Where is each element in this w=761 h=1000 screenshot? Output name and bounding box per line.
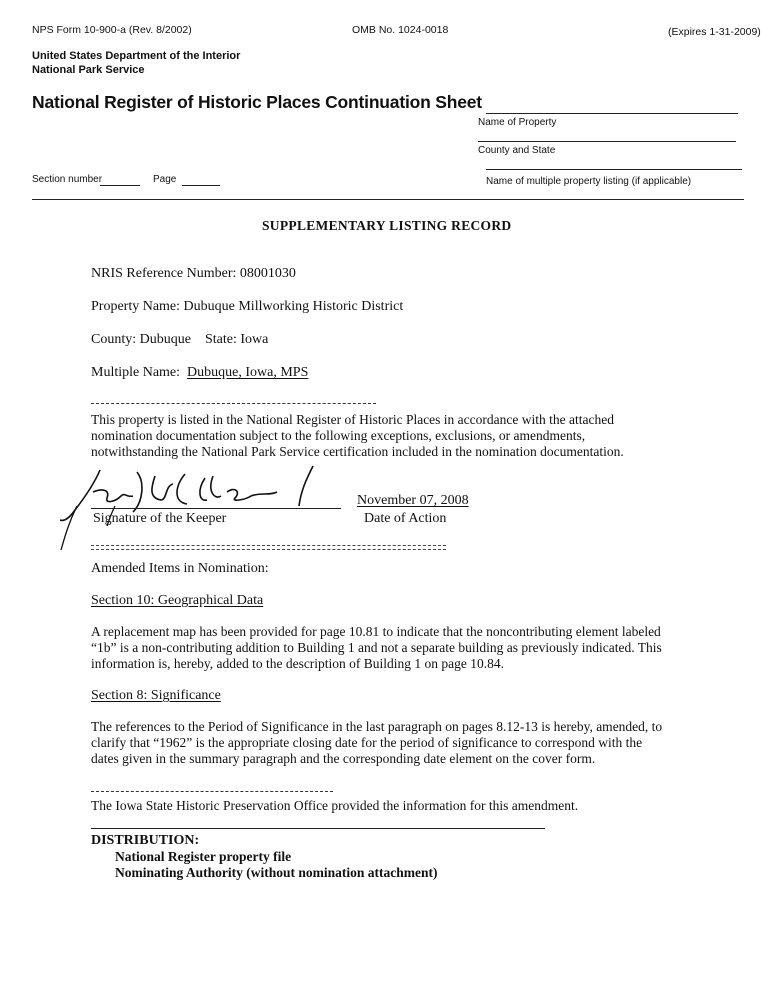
statement-paragraph: This property is listed in the National Register of Historic Places in accordance with the attached nomination documentation subject to the following exceptions, exclusions, or amendments, notwithstanding the National Park Service certification included in the nomination documentation.: [91, 412, 624, 459]
page-blank: [182, 185, 220, 186]
multiple-listing-label: Name of multiple property listing (if applicable): [486, 176, 692, 187]
name-of-property-label: Name of Property: [478, 117, 557, 128]
distribution-rule: [91, 828, 545, 829]
distribution-item: Nominating Authority (without nomination attachment): [115, 865, 438, 880]
sheet-title: National Register of Historic Places Continuation Sheet: [32, 92, 482, 112]
dashed-separator-2: [91, 791, 333, 792]
date-of-action-label: Date of Action: [364, 511, 447, 526]
section-10-paragraph: A replacement map has been provided for page 10.81 to indicate that the noncontributing element labeled “1b” is a non-contributing addition to Building 1 and not a separate building as previously indicated. This information is, hereby, added to the description of Building 1 on page 10.84.: [91, 624, 662, 671]
property-name: Property Name: Dubuque Millworking Historic District: [91, 299, 404, 314]
state: State: Iowa: [204, 332, 269, 347]
multiple-listing-line: [486, 169, 742, 170]
dashed-separator-1: [91, 403, 376, 404]
section-number-blank: [100, 185, 140, 186]
county-state: [91, 332, 268, 348]
form-number: NPS Form 10-900-a (Rev. 8/2002): [32, 24, 192, 36]
county-state-label: County and State: [478, 145, 556, 156]
agency: National Park Service: [32, 64, 145, 76]
section-number-label: Section number: [32, 174, 103, 185]
nris-reference: NRIS Reference Number: 08001030: [91, 266, 296, 281]
page-label: Page: [153, 174, 177, 185]
department: United States Department of the Interior: [32, 50, 241, 62]
keeper-signature: [55, 462, 335, 557]
record-heading: SUPPLEMENTARY LISTING RECORD: [262, 218, 512, 233]
distribution-heading: DISTRIBUTION:: [91, 833, 200, 848]
expiration: (Expires 1-31-2009): [668, 26, 761, 38]
omb-number: OMB No. 1024-0018: [352, 24, 449, 36]
name-of-property-line: [486, 113, 738, 114]
section-8-title: Section 8: Significance: [91, 688, 221, 703]
section-10-title: Section 10: Geographical Data: [91, 593, 264, 608]
county-state-line: [478, 141, 736, 142]
distribution-item: National Register property file: [115, 849, 292, 864]
signature-label: Signature of the Keeper: [93, 511, 227, 526]
header-rule: [32, 199, 744, 200]
multiple-name: Multiple Name: Dubuque, Iowa, MPS: [91, 365, 309, 380]
amended-items-heading: Amended Items in Nomination:: [91, 561, 269, 576]
signature-line: [91, 508, 341, 509]
shpo-note: The Iowa State Historic Preservation Office provided the information for this amendment.: [91, 798, 579, 813]
double-separator: [91, 545, 446, 550]
section-8-paragraph: The references to the Period of Significance in the last paragraph on pages 8.12-13 is hereby, amended, to clarify that “1962” is the appropriate closing date for the period of significance to correspond with the dates given in the summary paragraph and the corresponding date element on the cover form.: [91, 719, 663, 766]
action-date: November 07, 2008: [357, 493, 469, 508]
multiple-name-value: Dubuque, Iowa, MPS: [187, 365, 309, 380]
county: County: Dubuque: [91, 332, 191, 347]
